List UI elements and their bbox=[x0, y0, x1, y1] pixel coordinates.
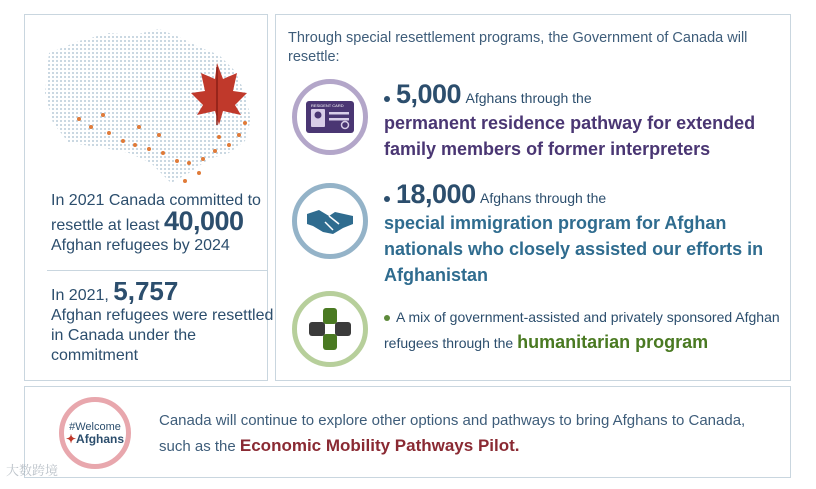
item-lead: A mix of government-assisted and privately sponsored Afghan refugees through the bbox=[384, 309, 780, 351]
program-item-assisted bbox=[384, 179, 784, 288]
item-number: 18,000 bbox=[396, 179, 476, 209]
welcome-line-1: #Welcome bbox=[69, 421, 121, 433]
intro-text: Through special resettlement programs, the Government of Canada will resettle: bbox=[288, 30, 748, 65]
item-emphasis: special immigration program for Afghan nationals who closely assisted our efforts in Afghanistan bbox=[384, 213, 764, 285]
item-number: 5,000 bbox=[396, 79, 462, 109]
pilot-link: Economic Mobility Pathways Pilot. bbox=[239, 436, 520, 455]
commitment-number: 40,000 bbox=[163, 206, 244, 236]
commitment-stat bbox=[51, 191, 281, 256]
welcome-line-2: ✦Afghans bbox=[65, 432, 125, 446]
joined-hands-icon bbox=[307, 306, 353, 352]
item-lead: Afghans through the bbox=[465, 90, 592, 106]
resettled-text: In 2021, bbox=[51, 287, 109, 304]
resident-card-icon bbox=[305, 100, 355, 134]
item-lead: Afghans through the bbox=[480, 190, 607, 206]
card-label: RESIDENT CARD bbox=[311, 103, 344, 108]
handshake-icon bbox=[305, 204, 355, 238]
welcome-badge bbox=[59, 397, 131, 469]
bottom-body: Canada will continue to explore other options and pathways to bring Afghans to Canada, such as the bbox=[159, 412, 746, 455]
left-panel bbox=[24, 14, 274, 381]
bullet bbox=[384, 315, 390, 321]
program-item-interpreters bbox=[384, 79, 784, 162]
bullet bbox=[384, 96, 390, 102]
item-emphasis: permanent residence pathway for extended family members of former interpreters bbox=[384, 113, 756, 159]
resident-card-badge bbox=[292, 79, 368, 155]
bottom-text bbox=[159, 409, 779, 459]
maple-leaf-icon: ✦ bbox=[65, 432, 77, 446]
commitment-text: In 2021 Canada committed to resettle at least bbox=[51, 192, 261, 234]
resettled-stat bbox=[51, 276, 281, 366]
resettled-number: 5,757 bbox=[113, 276, 179, 306]
canada-map-icon bbox=[39, 23, 259, 193]
joined-hands-badge bbox=[292, 291, 368, 367]
watermark: 大数跨境 bbox=[6, 463, 59, 478]
divider bbox=[47, 270, 267, 271]
bullet bbox=[384, 196, 390, 202]
handshake-badge bbox=[292, 183, 368, 259]
item-emphasis: humanitarian program bbox=[517, 332, 709, 352]
right-panel bbox=[275, 14, 791, 381]
resettled-text-end: Afghan refugees were resettled in Canada under the commitment bbox=[51, 307, 274, 364]
bottom-panel bbox=[24, 386, 791, 478]
program-item-humanitarian bbox=[384, 305, 784, 355]
commitment-text-end: Afghan refugees by 2024 bbox=[51, 237, 230, 254]
